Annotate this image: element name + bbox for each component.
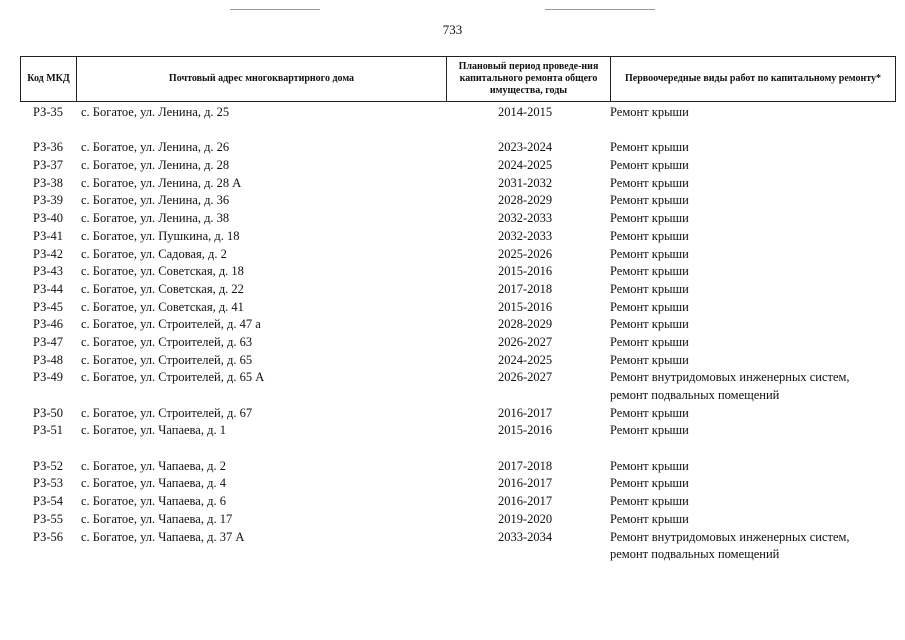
row-work: Ремонт крыши (610, 458, 689, 473)
row-address: с. Богатое, ул. Чапаева, д. 37 А (81, 529, 245, 544)
row-code: РЗ-35 (33, 105, 64, 119)
row-work: Ремонт крыши (610, 228, 689, 243)
row-work: Ремонт крыши (610, 352, 689, 367)
row-address: с. Богатое, ул. Строителей, д. 65 (81, 352, 253, 367)
row-years: 2033-2034 (498, 529, 553, 544)
row-years: 2025-2026 (498, 246, 553, 261)
header-works: Первоочередные виды работ по капитальному ремонту* (611, 57, 896, 102)
page-number: 733 (442, 22, 463, 37)
row-years: 2023-2024 (498, 140, 553, 155)
row-years: 2014-2015 (498, 105, 553, 119)
table-row (20, 228, 895, 246)
row-code: РЗ-39 (33, 193, 64, 208)
row-code: РЗ-36 (33, 140, 64, 155)
header-period: Плановый период проведе-ния капитального ремонта общего имущества, годы (447, 57, 611, 102)
row-address: с. Богатое, ул. Ленина, д. 28 (81, 158, 230, 173)
row-code: РЗ-37 (33, 158, 64, 173)
row-address: с. Богатое, ул. Чапаева, д. 17 (81, 511, 233, 526)
row-address: с. Богатое, ул. Советская, д. 41 (81, 299, 244, 314)
row-address: с. Богатое, ул. Пушкина, д. 18 (81, 228, 240, 243)
row-work: Ремонт крыши (610, 476, 689, 491)
table-row (20, 493, 895, 511)
table-row (20, 263, 895, 281)
table-row (20, 511, 895, 529)
table-row (20, 175, 895, 193)
row-address: с. Богатое, ул. Ленина, д. 28 А (81, 175, 242, 190)
row-years: 2017-2018 (498, 458, 553, 473)
table-row (20, 299, 895, 317)
row-work: Ремонт крыши (610, 246, 689, 261)
header-address: Почтовый адрес многоквартирного дома (77, 57, 447, 102)
row-address: с. Богатое, ул. Ленина, д. 26 (81, 140, 230, 155)
row-work: Ремонт крыши (610, 405, 689, 420)
row-code: РЗ-50 (33, 405, 64, 420)
row-work-continued: ремонт подвальных помещений (610, 388, 780, 402)
row-work-continued: ремонт подвальных помещений (610, 547, 780, 562)
table-row (20, 334, 895, 352)
table-row (20, 369, 895, 404)
row-code: РЗ-44 (33, 281, 64, 296)
row-years: 2031-2032 (498, 175, 553, 190)
row-work: Ремонт крыши (610, 211, 689, 226)
table-row (20, 157, 895, 175)
row-work: Ремонт крыши (610, 334, 689, 349)
row-address: с. Богатое, ул. Строителей, д. 47 а (81, 317, 261, 332)
row-work: Ремонт внутридомовых инженерных систем, (610, 370, 850, 385)
row-work: Ремонт крыши (610, 281, 689, 296)
row-years: 2024-2025 (498, 158, 553, 173)
row-work: Ремонт крыши (610, 317, 689, 332)
row-years: 2032-2033 (498, 228, 553, 243)
row-work: Ремонт крыши (610, 105, 689, 119)
row-code: РЗ-56 (33, 529, 64, 544)
table-row (20, 104, 895, 122)
row-years: 2026-2027 (498, 334, 553, 349)
table-row (20, 192, 895, 210)
row-address: с. Богатое, ул. Чапаева, д. 4 (81, 476, 226, 491)
table-row (20, 246, 895, 264)
table-row (20, 405, 895, 423)
row-address: с. Богатое, ул. Ленина, д. 25 (81, 105, 230, 119)
row-address: с. Богатое, ул. Строителей, д. 67 (81, 405, 253, 420)
row-address: с. Богатое, ул. Советская, д. 18 (81, 264, 244, 279)
table-row (20, 210, 895, 228)
header-code: Код МКД (21, 57, 77, 102)
row-years: 2028-2029 (498, 193, 553, 208)
row-code: РЗ-46 (33, 317, 64, 332)
row-work: Ремонт крыши (610, 423, 689, 438)
row-years: 2024-2025 (498, 352, 553, 367)
row-work: Ремонт крыши (610, 264, 689, 279)
row-address: с. Богатое, ул. Строителей, д. 63 (81, 334, 253, 349)
table-row (20, 316, 895, 334)
row-years: 2028-2029 (498, 317, 553, 332)
row-address: с. Богатое, ул. Строителей, д. 65 А (81, 370, 265, 385)
row-work: Ремонт крыши (610, 511, 689, 526)
row-years: 2015-2016 (498, 299, 553, 314)
row-code: РЗ-49 (33, 370, 64, 385)
row-address: с. Богатое, ул. Чапаева, д. 1 (81, 423, 226, 438)
row-code: РЗ-52 (33, 458, 64, 473)
row-code: РЗ-54 (33, 494, 64, 509)
row-address: с. Богатое, ул. Ленина, д. 38 (81, 211, 230, 226)
row-work: Ремонт крыши (610, 158, 689, 173)
table-row (20, 281, 895, 299)
row-years: 2026-2027 (498, 370, 553, 385)
row-code: РЗ-43 (33, 264, 64, 279)
row-work: Ремонт крыши (610, 299, 689, 314)
table-row (20, 422, 895, 440)
scan-artifact-right (545, 9, 655, 10)
row-work: Ремонт крыши (610, 175, 689, 190)
row-address: с. Богатое, ул. Чапаева, д. 6 (81, 494, 226, 509)
row-years: 2016-2017 (498, 476, 553, 491)
table-header (20, 56, 896, 102)
row-code: РЗ-40 (33, 211, 64, 226)
row-address: с. Богатое, ул. Ленина, д. 36 (81, 193, 230, 208)
row-years: 2016-2017 (498, 405, 553, 420)
row-work: Ремонт крыши (610, 494, 689, 509)
row-code: РЗ-51 (33, 423, 64, 438)
row-years: 2032-2033 (498, 211, 553, 226)
row-years: 2016-2017 (498, 494, 553, 509)
row-years: 2015-2016 (498, 423, 553, 438)
row-code: РЗ-53 (33, 476, 64, 491)
row-years: 2015-2016 (498, 264, 553, 279)
row-work: Ремонт внутридомовых инженерных систем, (610, 529, 850, 544)
table-row (20, 529, 895, 564)
row-work: Ремонт крыши (610, 193, 689, 208)
scan-artifact-left (230, 9, 320, 10)
table-row (20, 458, 895, 476)
table-row (20, 139, 895, 157)
row-code: РЗ-48 (33, 352, 64, 367)
row-code: РЗ-38 (33, 175, 64, 190)
row-code: РЗ-45 (33, 299, 64, 314)
row-address: с. Богатое, ул. Садовая, д. 2 (81, 246, 227, 261)
row-work: Ремонт крыши (610, 140, 689, 155)
row-address: с. Богатое, ул. Чапаева, д. 2 (81, 458, 226, 473)
row-code: РЗ-47 (33, 334, 64, 349)
row-years: 2017-2018 (498, 281, 553, 296)
table-body (20, 104, 895, 564)
row-years: 2019-2020 (498, 511, 553, 526)
table-row (20, 475, 895, 493)
row-address: с. Богатое, ул. Советская, д. 22 (81, 281, 244, 296)
row-code: РЗ-42 (33, 246, 64, 261)
table-row (20, 352, 895, 370)
row-code: РЗ-41 (33, 228, 64, 243)
row-code: РЗ-55 (33, 511, 64, 526)
